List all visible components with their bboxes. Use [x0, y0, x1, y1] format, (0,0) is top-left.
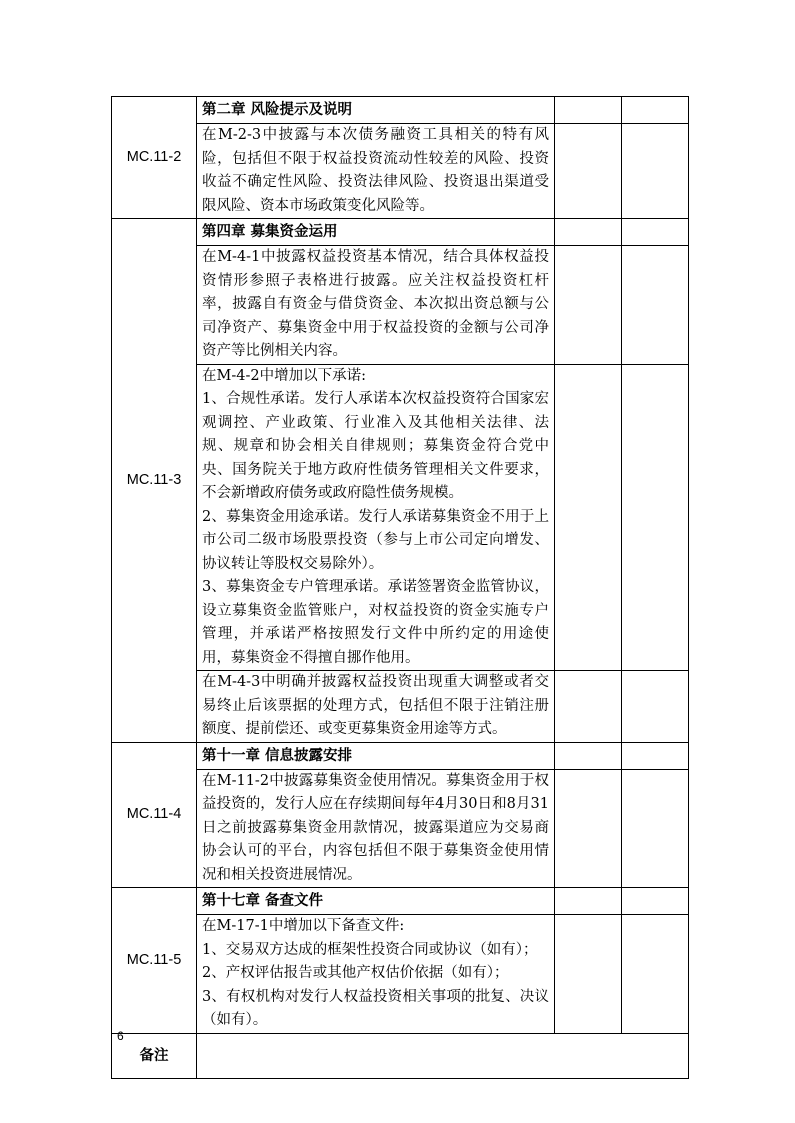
requirement-text — [197, 364, 555, 671]
chapter-heading: 第四章 募集资金运用 — [197, 219, 555, 246]
requirement-text — [197, 671, 555, 743]
requirement-text — [197, 124, 555, 219]
table-row — [112, 364, 689, 671]
table-row — [112, 219, 689, 246]
commitment-item: 2、募集资金用途承诺。发行人承诺募集资金不用于上市公司二级市场股票投资（参与上市公司定向增发、协议转让等股权交易除外）。 — [202, 508, 549, 572]
check-cell — [622, 219, 689, 246]
requirement-paragraph: 在M-2-3中披露与本次债务融资工具相关的特有风险，包括但不限于权益投资流动性较差的风险、投资收益不确定性风险、投资法律风险、投资退出渠道受限风险、资本市场政策变化风险等。 — [202, 127, 549, 214]
table-row — [112, 671, 689, 743]
table-row — [112, 742, 689, 769]
table-row — [112, 246, 689, 365]
section-code: MC.11-3 — [112, 219, 197, 743]
requirement-paragraph: 在M-4-2中增加以下承诺: — [202, 367, 366, 384]
check-cell — [555, 915, 622, 1034]
reference-document-item: 1、交易双方达成的框架性投资合同或协议（如有）； — [202, 941, 538, 958]
remark-cell — [197, 1033, 689, 1078]
check-cell — [555, 742, 622, 769]
chapter-heading: 第十七章 备查文件 — [197, 888, 555, 915]
section-code: MC.11-4 — [112, 742, 197, 888]
requirement-text — [197, 769, 555, 888]
checklist-table — [111, 96, 689, 1079]
requirement-paragraph: 在M-4-1中披露权益投资基本情况，结合具体权益投资情形参照子表格进行披露。应关注权益投资杠杆率，披露自有资金与借贷资金、本次拟出资总额与公司净资产、募集资金中用于权益投资的金额与公司净资产等比例相关内容。 — [202, 249, 549, 359]
check-cell — [622, 915, 689, 1034]
check-cell — [622, 97, 689, 124]
remark-label: 备注 — [112, 1033, 197, 1078]
check-cell — [622, 364, 689, 671]
commitment-item: 1、合规性承诺。发行人承诺本次权益投资符合国家宏观调控、产业政策、行业准入及其他相关法律、法规、规章和协会相关自律规则；募集资金符合党中央、国务院关于地方政府性债务管理相关文件要求，不会新增政府债务或政府隐性债务规模。 — [202, 391, 549, 501]
table-row — [112, 888, 689, 915]
check-cell — [555, 364, 622, 671]
check-cell — [622, 742, 689, 769]
check-cell — [555, 124, 622, 219]
check-cell — [622, 671, 689, 743]
check-cell — [555, 671, 622, 743]
table-row — [112, 1033, 689, 1078]
check-cell — [555, 769, 622, 888]
table-row — [112, 124, 689, 219]
section-code: MC.11-2 — [112, 97, 197, 219]
reference-document-item: 2、产权评估报告或其他产权估价依据（如有）； — [202, 965, 509, 981]
requirement-paragraph: 在M-11-2中披露募集资金使用情况。募集资金用于权益投资的，发行人应在存续期间每年4月30日和8月31日之前披露募集资金用款情况，披露渠道应为交易商协会认可的平台，内容包括但不限于募集资金使用情况和相关投资进展情况。 — [202, 772, 549, 883]
requirement-paragraph: 在M-4-3中明确并披露权益投资出现重大调整或者交易终止后该票据的处理方式，包括但不限于注销注册额度、提前偿还、或变更募集资金用途等方式。 — [202, 674, 549, 737]
requirement-paragraph: 在M-17-1中增加以下备查文件: — [202, 918, 405, 934]
page-number: 6 — [117, 1029, 124, 1043]
chapter-heading: 第二章 风险提示及说明 — [197, 97, 555, 124]
reference-document-item: 3、有权机构对发行人权益投资相关事项的批复、决议（如有）。 — [202, 988, 549, 1028]
check-cell — [622, 124, 689, 219]
requirement-text — [197, 915, 555, 1034]
table-row — [112, 769, 689, 888]
table-row — [112, 97, 689, 124]
check-cell — [622, 246, 689, 365]
check-cell — [622, 769, 689, 888]
chapter-heading: 第十一章 信息披露安排 — [197, 742, 555, 769]
requirement-text — [197, 246, 555, 365]
table-row — [112, 915, 689, 1034]
section-code: MC.11-5 — [112, 888, 197, 1034]
check-cell — [555, 97, 622, 124]
check-cell — [622, 888, 689, 915]
check-cell — [555, 219, 622, 246]
check-cell — [555, 246, 622, 365]
commitment-item: 3、募集资金专户管理承诺。承诺签署资金监管协议，设立募集资金监管账户，对权益投资的资金实施专户管理，并承诺严格按照发行文件中所约定的用途使用，募集资金不得擅自挪作他用。 — [202, 579, 549, 666]
check-cell — [555, 888, 622, 915]
